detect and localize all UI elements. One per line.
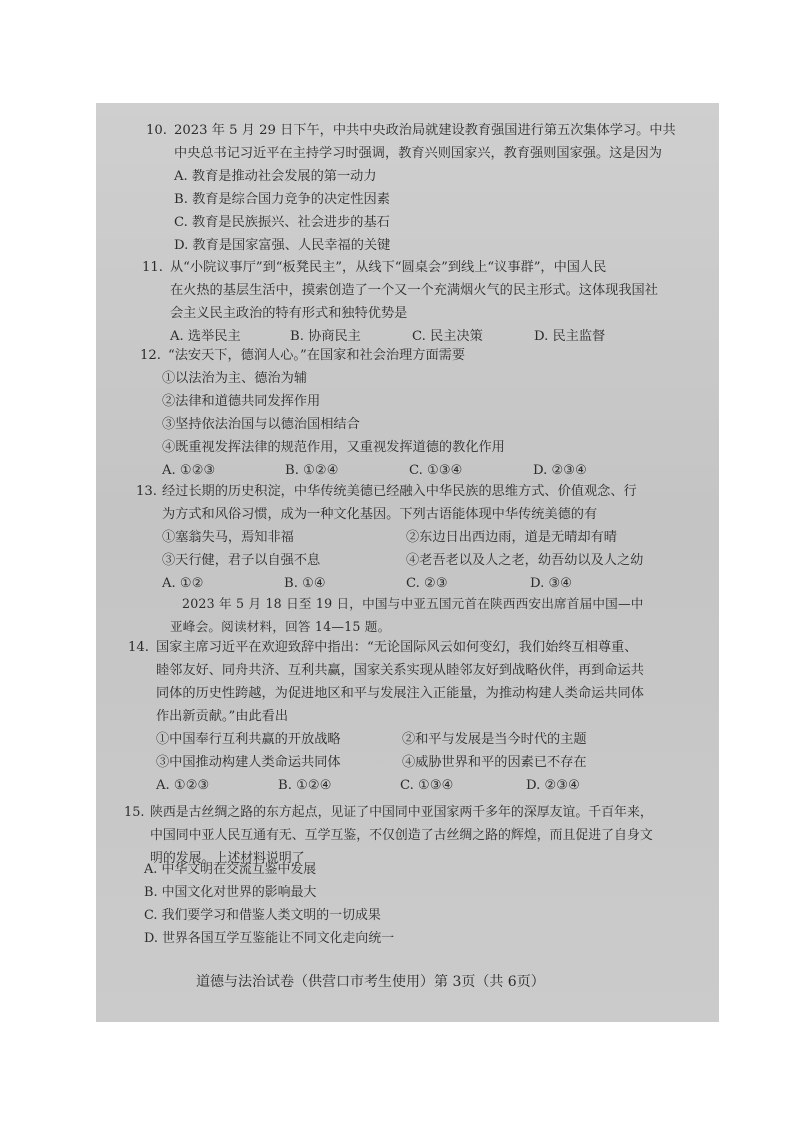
question-line: 中国同中亚人民互通有无、互学互鉴，不仅创造了古丝绸之路的辉煌，而且促进了自身文 <box>150 828 653 843</box>
material-intro <box>170 592 644 638</box>
exam-page <box>96 103 719 1022</box>
question-line: 明的发展。上述材料说明了 <box>150 851 305 866</box>
option-d: D. 民主监督 <box>534 329 606 344</box>
option-c: C. ②③ <box>406 576 448 591</box>
option-list <box>174 165 390 257</box>
option-d: D. ③④ <box>530 576 573 591</box>
option-c: C. ①③④ <box>400 778 454 793</box>
question-line: 作出新贡献。”由此看出 <box>156 709 289 724</box>
option-b: B. ①④ <box>284 576 326 591</box>
option-a: A. ①② <box>162 576 204 591</box>
option-b: B. ①②④ <box>278 778 332 793</box>
option-d: D. ②③④ <box>526 778 580 793</box>
question-line: 为方式和风俗习惯，成为一种文化基因。下列古语能体现中华传统美德的有 <box>162 507 598 522</box>
option-a: A. ①②③ <box>162 463 216 478</box>
option-b: B. 协商民主 <box>290 329 361 344</box>
statement-2: ②东边日出西边雨，道是无晴却有晴 <box>406 530 617 545</box>
option-a: A. ①②③ <box>156 778 210 793</box>
option-list <box>144 858 394 950</box>
statement-4: ④既重视发挥法律的规范作用，又重视发挥道德的教化作用 <box>162 440 505 455</box>
question-line: “法安天下，德润人心。”在国家和社会治理方面需要 <box>168 348 466 363</box>
question-line: 陕西是古丝绸之路的东方起点，见证了中国同中亚国家两千多年的深厚友谊。千百年来， <box>150 805 653 820</box>
question-text <box>174 119 676 165</box>
question-line: 在火热的基层生活中，摸索创造了一个又一个充满烟火气的民主形式。这体现我国社 <box>170 283 658 298</box>
question-number: 10. <box>146 123 167 138</box>
question-number: 14. <box>128 640 149 655</box>
question-line: 中央总书记习近平在主持学习时强调，教育兴则国家兴，教育强则国家强。这是因为 <box>174 146 662 161</box>
option-c: C. 民主决策 <box>412 329 483 344</box>
statement-4: ④威胁世界和平的因素已不存在 <box>402 755 587 770</box>
statement-3: ③中国推动构建人类命运共同体 <box>156 755 341 770</box>
question-line: 2023 年 5 月 29 日下午，中共中央政治局就建设教育强国进行第五次集体学习。中共 <box>174 123 676 138</box>
question-text <box>168 344 465 367</box>
option-d: D. 世界各国互学互鉴能让不同文化走向统一 <box>144 931 395 946</box>
option-d: D. 教育是国家富强、人民幸福的关键 <box>174 238 391 253</box>
statement-2: ②和平与发展是当今时代的主题 <box>402 732 587 747</box>
option-b: B. ①②④ <box>285 463 339 478</box>
page-footer: 道德与法治试卷（供营口市考生使用）第 3页（共 6页） <box>196 974 545 990</box>
statement-list <box>162 367 505 459</box>
statement-2: ②法律和道德共同发挥作用 <box>162 394 321 409</box>
statement-3: ③坚持依法治国与以德治国相结合 <box>162 417 360 432</box>
option-a: A. 教育是推动社会发展的第一动力 <box>174 169 377 184</box>
intro-line: 亚峰会。阅读材料，回答 14—15 题。 <box>170 619 391 634</box>
question-line: 经过长期的历史积淀，中华传统美德已经融入中华民族的思维方式、价值观念、行 <box>162 484 637 499</box>
statement-1: ①塞翁失马，焉知非福 <box>162 530 294 545</box>
statement-1: ①中国奉行互利共赢的开放战略 <box>156 732 341 747</box>
option-c: C. 我们要学习和借鉴人类文明的一切成果 <box>144 908 381 923</box>
option-b: B. 中国文化对世界的影响最大 <box>144 885 317 900</box>
option-d: D. ②③④ <box>533 463 587 478</box>
intro-line: 2023 年 5 月 18 日至 19 日，中国与中亚五国元首在陕西西安出席首届中国—中 <box>182 596 644 611</box>
question-text <box>162 480 637 526</box>
question-line: 会主义民主政治的特有形式和独特优势是 <box>170 306 408 321</box>
statement-1: ①以法治为主、德治为辅 <box>162 371 308 386</box>
option-c: C. 教育是民族振兴、社会进步的基石 <box>174 215 390 230</box>
question-line: 睦邻友好、同舟共济、互利共赢，国家关系实现从睦邻友好到战略伙伴，再到命运共 <box>156 663 644 678</box>
question-number: 13. <box>136 484 157 499</box>
question-text <box>156 636 644 728</box>
option-a: A. 选举民主 <box>170 329 241 344</box>
question-text <box>170 256 658 325</box>
question-line: 从“小院议事厅”到“板凳民主”，从线下“圆桌会”到线上“议事群”，中国人民 <box>170 260 607 275</box>
option-b: B. 教育是综合国力竞争的决定性因素 <box>174 192 390 207</box>
statement-3: ③天行健，君子以自强不息 <box>162 553 321 568</box>
option-c: C. ①③④ <box>409 463 463 478</box>
question-number: 12. <box>140 348 161 363</box>
question-line: 国家主席习近平在欢迎致辞中指出：“无论国际风云如何变幻，我们始终互相尊重、 <box>156 640 638 655</box>
question-number: 11. <box>142 260 163 275</box>
question-line: 同体的历史性跨越，为促进地区和平与发展注入正能量，为推动构建人类命运共同体 <box>156 686 644 701</box>
statement-4: ④老吾老以及人之老，幼吾幼以及人之幼 <box>406 553 644 568</box>
option-a: A. 中华文明在交流互鉴中发展 <box>144 862 317 877</box>
question-number: 15. <box>124 805 145 820</box>
